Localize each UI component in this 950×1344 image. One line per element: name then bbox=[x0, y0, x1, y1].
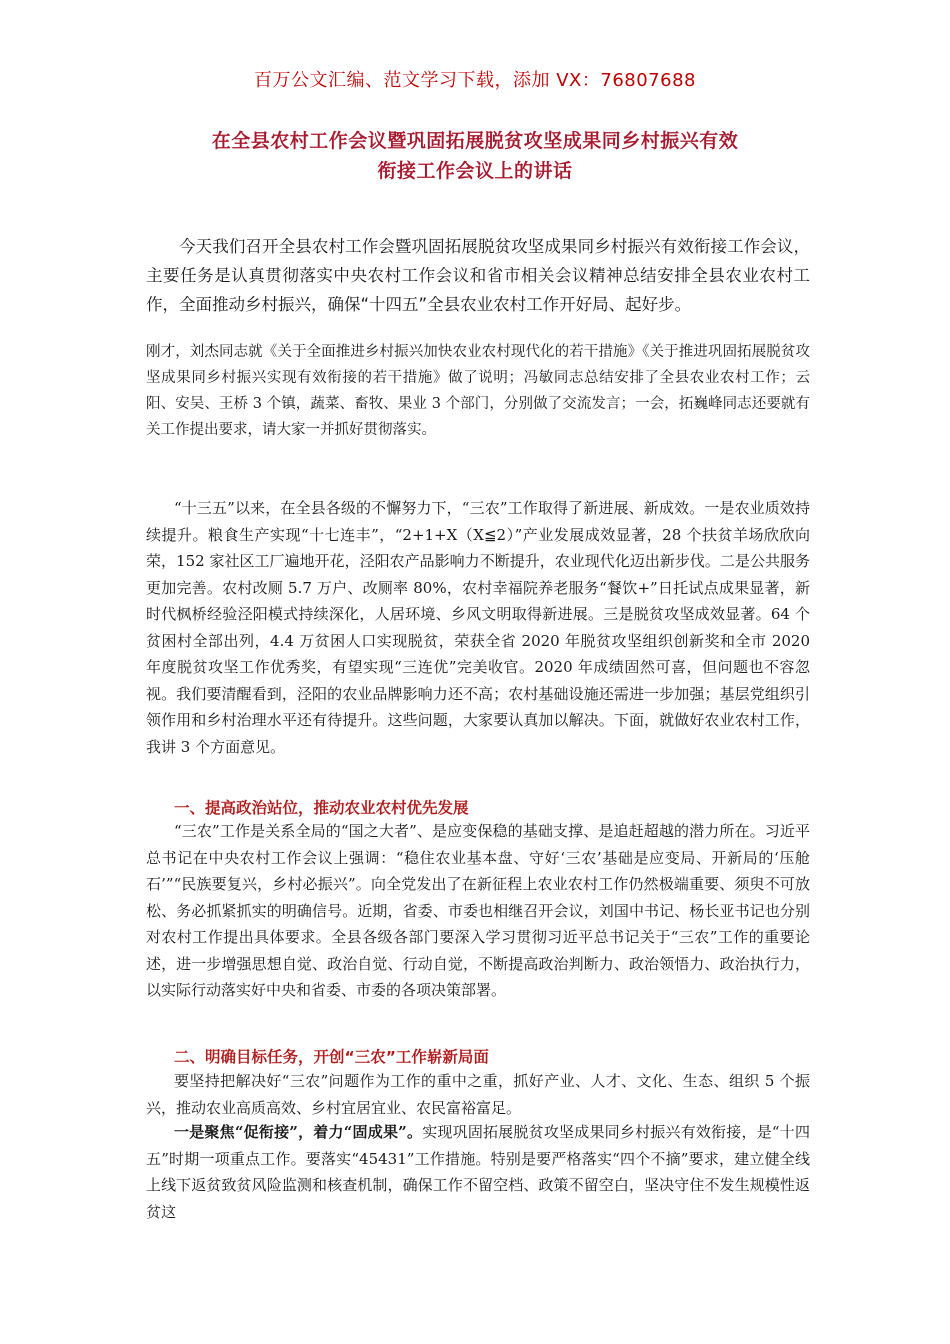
document-title-line-2: 衔接工作会议上的讲话 bbox=[377, 160, 573, 182]
achievements-paragraph: “十三五”以来，在全县各级的不懈努力下，“三农”工作取得了新进展、新成效。一是农业质效持续提升。粮食生产实现“十七连丰”，“2+1+X（X≦2）”产业发展成效显著，28 个扶贫羊场欣欣向荣，152 家社区工厂遍地开花，泾阳农产品影响力不断提升，农业现代化迈出新步伐。二是公共服务更加完善。农村改厕 5.7 万户、改厕率 80%，农村幸福院养老服务“餐饮+”日托试点成果显著，新时代枫桥经验泾阳模式持续深化，人居环境、乡风文明取得新进展。三是脱贫攻坚成效显著。64 个贫困村全部出列，4.4 万贫困人口实现脱贫，荣获全省 2020 年脱贫攻坚组织创新奖和全市 2020 年度脱贫攻坚工作优秀奖，有望实现“三连优”完美收官。2020 年成绩固然可喜，但问题也不容忽视。我们要清醒看到，泾阳的农业品牌影响力还不高；农村基础设施还需进一步加强；基层党组织引领作用和乡村治理水平还有待提升。这些问题，大家要认真加以解决。下面，就做好农业农村工作，我讲 3 个方面意见。 bbox=[146, 499, 810, 756]
review-paragraph: 刚才，刘杰同志就《关于全面推进乡村振兴加快农业农村现代化的若干措施》《关于推进巩固拓展脱贫攻坚成果同乡村振兴实现有效衔接的若干措施》做了说明；冯敏同志总结安排了全县农业农村工作；云阳、安吴、王桥 3 个镇，蔬菜、畜牧、果业 3 个部门，分别做了交流发言；一会，拓巍峰同志还要就有关工作提出要求，请大家一并抓好贯彻落实。 bbox=[146, 344, 810, 438]
document-title-line-1: 在全县农村工作会议暨巩固拓展脱贫攻坚成果同乡村振兴有效 bbox=[211, 130, 739, 152]
section-2-intro-paragraph: 要坚持把解决好“三农”问题作为工作的重中之重，抓好产业、人才、文化、生态、组织 5 个振兴，推动农业高质高效、乡村宜居宜业、农民富裕富足。 bbox=[146, 1072, 810, 1117]
point-1-paragraph bbox=[146, 1119, 810, 1225]
point-1-lead: 一是聚焦“促衔接”，着力“固成果”。 bbox=[174, 1123, 423, 1141]
point-1-body: 实现巩固拓展脱贫攻坚成果同乡村振兴有效衔接，是“十四五”时期一项重点工作。要落实“45431”工作措施。特别是要严格落实“四个不摘”要求，建立健全线上线下返贫致贫风险监测和核查机制，确保工作不留空档、政策不留空白，坚决守住不发生规模性返贫这 bbox=[146, 1123, 810, 1221]
section-1-paragraph: “三农”工作是关系全局的“国之大者”、是应变保稳的基础支撑、是追赶超越的潜力所在。习近平总书记在中央农村工作会议上强调：“稳住农业基本盘、守好‘三农’基础是应变局、开新局的‘压舱石’”“民族要复兴，乡村必振兴”。向全党发出了在新征程上农业农村工作仍然极端重要、须臾不可放松、务必抓紧抓实的明确信号。近期，省委、市委也相继召开会议，刘国中书记、杨长亚书记也分别对农村工作提出具体要求。全县各级各部门要深入学习贯彻习近平总书记关于“三农”工作的重要论述，进一步增强思想自觉、政治自觉、行动自觉，不断提高政治判断力、政治领悟力、政治执行力，以实际行动落实好中央和省委、市委的各项决策部署。 bbox=[146, 822, 810, 999]
section-2-heading: 二、明确目标任务，开创“三农”工作崭新局面 bbox=[174, 1048, 489, 1066]
section-1-heading: 一、提高政治站位，推动农业农村优先发展 bbox=[174, 799, 469, 817]
intro-paragraph: 今天我们召开全县农村工作会暨巩固拓展脱贫攻坚成果同乡村振兴有效衔接工作会议，主要任务是认真贯彻落实中央农村工作会议和省市相关会议精神总结安排全县农业农村工作，全面推动乡村振兴，确保“十四五”全县农业农村工作开好局、起好步。 bbox=[146, 237, 810, 314]
download-banner: 百万公文汇编、范文学习下载，添加 VX：76807688 bbox=[254, 70, 696, 91]
